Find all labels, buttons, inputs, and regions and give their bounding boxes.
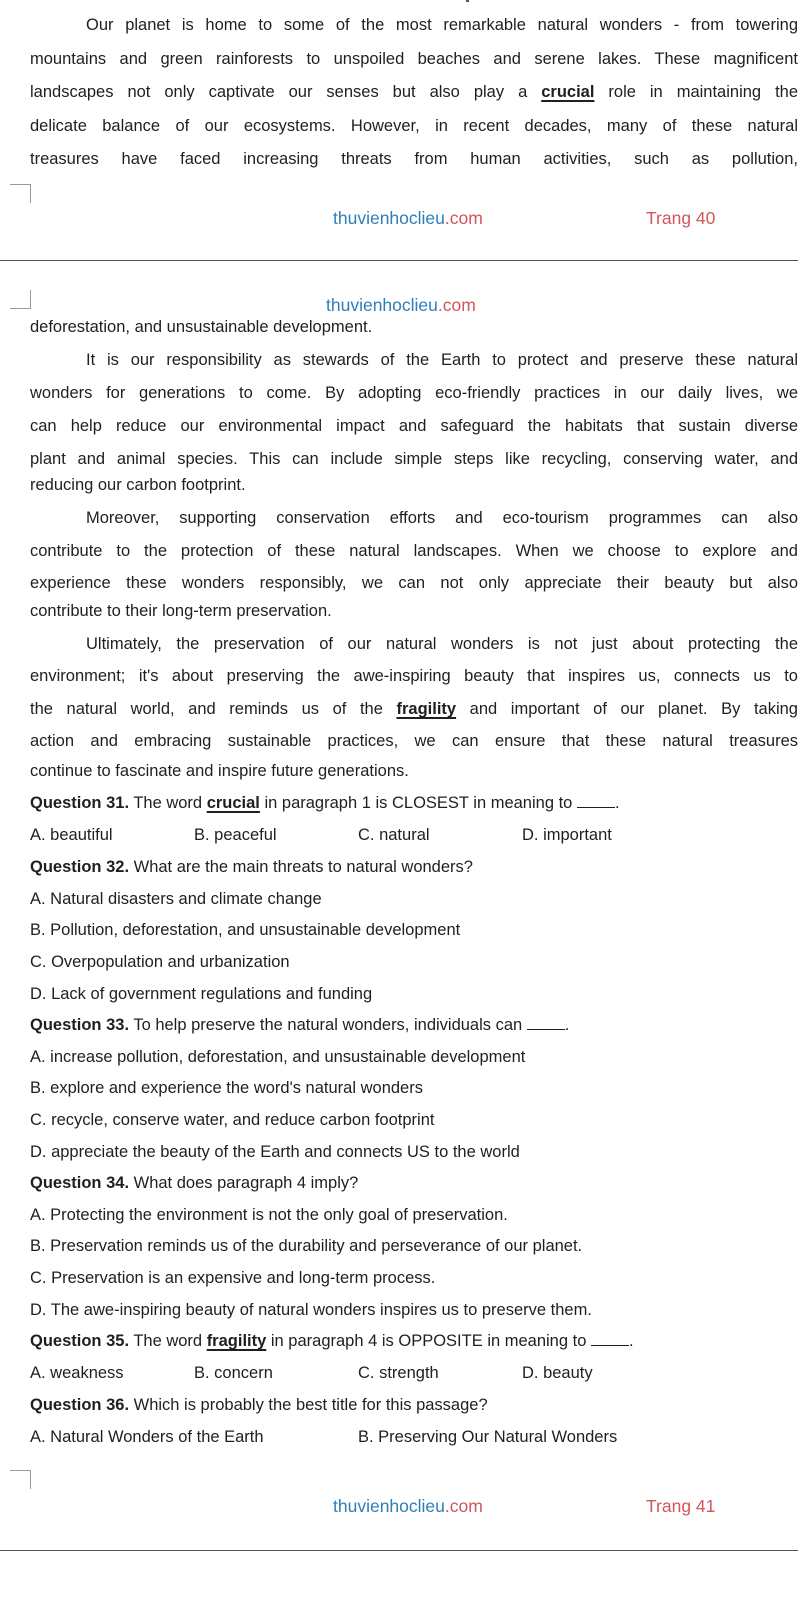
passage-line: mountains and green rainforests to unspoiled beaches and serene lakes. These magnificent <box>30 50 798 68</box>
option-d: D. appreciate the beauty of the Earth and connects US to the world <box>30 1143 520 1161</box>
option-c: C. Preservation is an expensive and long-term process. <box>30 1269 436 1287</box>
underlined-word-crucial: crucial <box>541 83 595 101</box>
option-c: C. recycle, conserve water, and reduce carbon footprint <box>30 1111 435 1129</box>
option-c: C. natural <box>358 826 430 844</box>
crop-mark <box>10 184 31 203</box>
passage-line: It is our responsibility as stewards of the Earth to protect and preserve these natural <box>86 351 798 369</box>
page-divider <box>0 260 798 261</box>
passage-line: Ultimately, the preservation of our natural wonders is not just about protecting the <box>86 635 798 653</box>
option-a: A. increase pollution, deforestation, and unsustainable development <box>30 1048 526 1066</box>
question-31: Question 31. The word crucial in paragraph 1 is CLOSEST in meaning to . <box>30 794 620 812</box>
option-d: D. Lack of government regulations and funding <box>30 985 373 1003</box>
option-a: A. beautiful <box>30 826 113 844</box>
option-b: B. Preservation reminds us of the durability and perseverance of our planet. <box>30 1237 583 1255</box>
passage-line: the natural world, and reminds us of the fragility and important of our planet. By taking <box>30 700 798 718</box>
passage-line: can help reduce our environmental impact and safeguard the habitats that sustain diverse <box>30 417 798 435</box>
footer-page-number: Trang 41 <box>646 1496 716 1516</box>
answer-blank <box>577 793 615 808</box>
option-c: C. strength <box>358 1364 439 1382</box>
option-c: C. Overpopulation and urbanization <box>30 953 290 971</box>
passage-line: environment; it's about preserving the awe-inspiring beauty that inspires us, connects us to <box>30 667 798 685</box>
passage-line: reducing our carbon footprint. <box>30 476 246 494</box>
passage-line: continue to fascinate and inspire future generations. <box>30 762 409 780</box>
page-divider <box>0 1550 798 1551</box>
option-a: A. Natural Wonders of the Earth <box>30 1428 264 1446</box>
passage-line: contribute to their long-term preservation. <box>30 602 332 620</box>
option-b: B. Preserving Our Natural Wonders <box>358 1428 618 1446</box>
question-36: Question 36. Which is probably the best title for this passage? <box>30 1396 488 1414</box>
option-b: B. peaceful <box>194 826 277 844</box>
passage-line: landscapes not only captivate our senses but also play a crucial role in maintaining the <box>30 83 798 101</box>
underlined-word-fragility: fragility <box>206 1332 267 1350</box>
footer-brand: thuvienhoclieu.com <box>333 208 483 228</box>
option-b: B. Pollution, deforestation, and unsustainable development <box>30 921 461 939</box>
option-a: A. weakness <box>30 1364 124 1382</box>
passage-line: wonders for generations to come. By adopting eco-friendly practices in our daily lives, we <box>30 384 798 402</box>
option-d: D. important <box>522 826 612 844</box>
scan-speck <box>466 0 469 2</box>
footer-page-number: Trang 40 <box>646 208 716 228</box>
answer-blank <box>527 1015 565 1030</box>
header-brand: thuvienhoclieu.com <box>326 295 476 315</box>
crop-mark <box>10 290 31 309</box>
question-34: Question 34. What does paragraph 4 imply? <box>30 1174 359 1192</box>
underlined-word-fragility: fragility <box>396 700 457 718</box>
passage-line: action and embracing sustainable practices, we can ensure that these natural treasures <box>30 732 798 750</box>
passage-line: contribute to the protection of these natural landscapes. When we choose to explore and <box>30 542 798 560</box>
option-d: D. The awe-inspiring beauty of natural wonders inspires us to preserve them. <box>30 1301 592 1319</box>
crop-mark <box>10 1470 31 1489</box>
question-35: Question 35. The word fragility in paragraph 4 is OPPOSITE in meaning to . <box>30 1332 634 1350</box>
option-a: A. Protecting the environment is not the only goal of preservation. <box>30 1206 508 1224</box>
footer-brand: thuvienhoclieu.com <box>333 1496 483 1516</box>
passage-line: delicate balance of our ecosystems. However, in recent decades, many of these natural <box>30 117 798 135</box>
option-b: B. explore and experience the word's natural wonders <box>30 1079 423 1097</box>
passage-line: experience these wonders responsibly, we can not only appreciate their beauty but also <box>30 574 798 592</box>
question-32: Question 32. What are the main threats to natural wonders? <box>30 858 473 876</box>
answer-blank <box>591 1331 629 1346</box>
passage-line: Our planet is home to some of the most remarkable natural wonders - from towering <box>86 16 798 34</box>
option-a: A. Natural disasters and climate change <box>30 890 322 908</box>
passage-line: Moreover, supporting conservation efforts and eco-tourism programmes can also <box>86 509 798 527</box>
option-d: D. beauty <box>522 1364 593 1382</box>
passage-line: plant and animal species. This can include simple steps like recycling, conserving water, and <box>30 450 798 468</box>
underlined-word-crucial: crucial <box>206 794 260 812</box>
passage-line: treasures have faced increasing threats from human activities, such as pollution, <box>30 150 798 168</box>
option-b: B. concern <box>194 1364 273 1382</box>
question-33: Question 33. To help preserve the natural wonders, individuals can . <box>30 1016 570 1034</box>
passage-line: deforestation, and unsustainable development. <box>30 318 373 336</box>
